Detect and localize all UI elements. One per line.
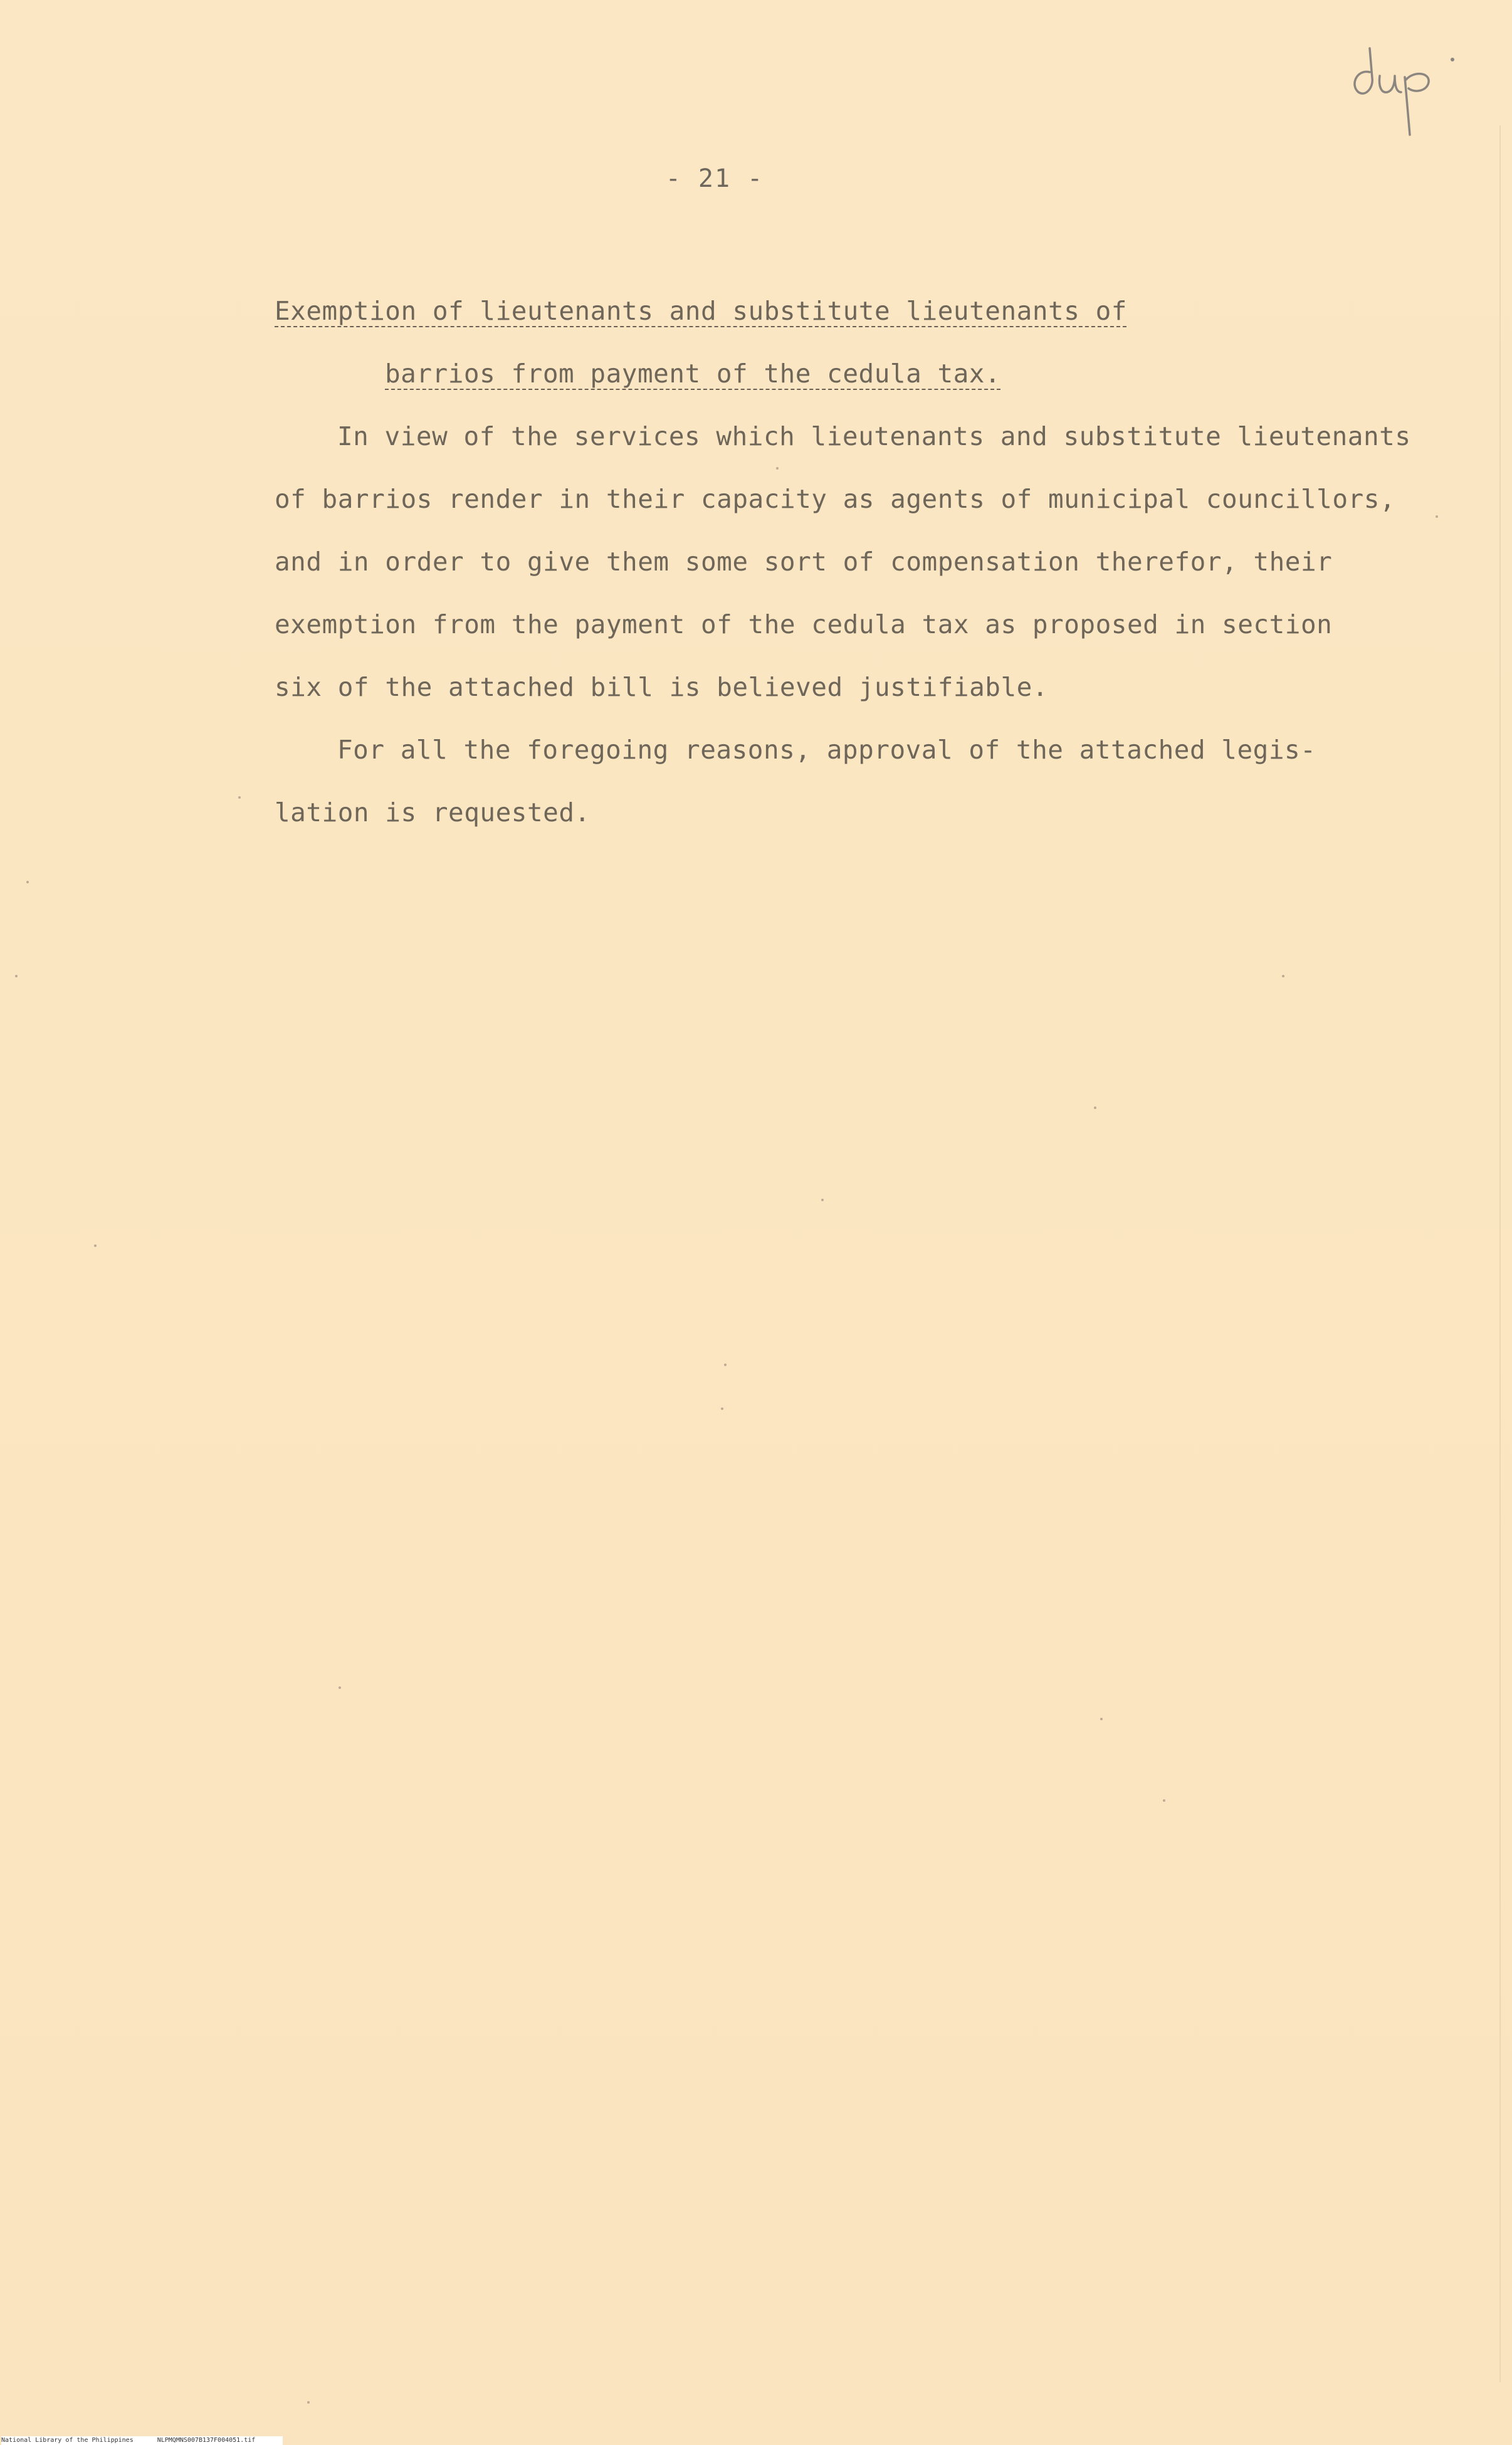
paper-speck bbox=[1436, 515, 1438, 518]
scan-footer bbox=[1, 2436, 283, 2445]
paper-speck bbox=[1094, 1107, 1096, 1109]
paragraph-1-line-2: of barrios render in their capacity as agents of municipal councillors, bbox=[275, 484, 1396, 514]
paper-speck bbox=[339, 1686, 341, 1689]
paragraph-1-line-1: In view of the services which lieutenants and substitute lieutenants bbox=[337, 421, 1411, 451]
paper-speck bbox=[1282, 975, 1284, 977]
paper-speck bbox=[1163, 1799, 1165, 1802]
paragraph-1-line-4: exemption from the payment of the cedula tax as proposed in section bbox=[275, 609, 1333, 639]
paper-speck bbox=[94, 1244, 97, 1247]
handwritten-note bbox=[1345, 34, 1470, 141]
paragraph-2-line-2: lation is requested. bbox=[275, 797, 591, 828]
paper-speck bbox=[724, 1364, 727, 1366]
paper-speck bbox=[1100, 1718, 1103, 1720]
paper-speck bbox=[15, 975, 18, 977]
paragraph-1-line-5: six of the attached bill is believed justifiable. bbox=[275, 672, 1049, 702]
section-heading-line-1: Exemption of lieutenants and substitute lieutenants of bbox=[275, 296, 1127, 326]
page-number: - 21 - bbox=[665, 164, 764, 193]
section-heading-line-2: barrios from payment of the cedula tax. bbox=[385, 359, 1001, 389]
paper-speck bbox=[307, 2401, 310, 2404]
paper-speck bbox=[238, 796, 241, 799]
paper-speck bbox=[26, 881, 29, 883]
paragraph-2-line-1: For all the foregoing reasons, approval of the attached legis- bbox=[337, 735, 1316, 765]
paper-speck bbox=[776, 467, 779, 470]
page-edge-line bbox=[1499, 125, 1501, 2382]
paper-speck bbox=[721, 1407, 723, 1410]
footer-institution: National Library of the Philippines bbox=[1, 2437, 134, 2444]
paragraph-1-line-3: and in order to give them some sort of compensation therefor, their bbox=[275, 547, 1333, 577]
paper-speck bbox=[821, 1199, 824, 1201]
footer-file-id: NLPMQMNS007B137F004051.tif bbox=[157, 2437, 256, 2444]
